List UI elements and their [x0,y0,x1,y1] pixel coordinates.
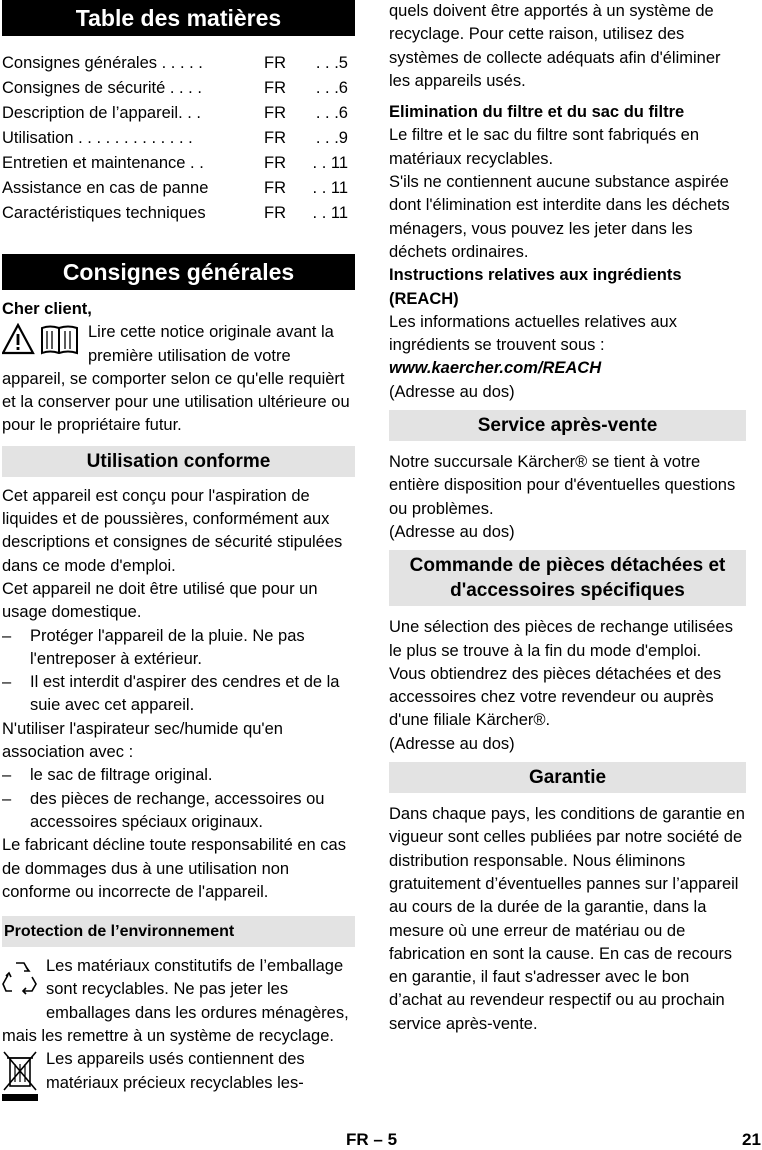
toc-row[interactable]: Consignes de sécurité . . . . FR . . .6 [2,79,348,97]
list-item: – des pièces de rechange, accessoires ou accessoires spéciaux originaux. [2,788,355,835]
parts-address: (Adresse au dos) [389,734,515,753]
environment-block-2 [2,1048,355,1095]
filter-p1: Le filtre et le sac du filtre sont fabriqués en matériaux recyclables. [389,126,700,168]
toc-row[interactable]: Description de l’appareil. . . FR . . .6 [2,104,348,122]
table-of-contents [2,51,355,226]
toc-row[interactable]: Entretien et maintenance . . FR . . 11 [2,154,348,172]
list-item: – Il est interdit d'aspirer des cendres et de la suie avec cet appareil. [2,671,355,718]
service-p1: Notre succursale Kärcher® se tient à votre entière disposition pour d'éventuelles questions ou problèmes. [389,453,736,518]
filter-title: Elimination du filtre et du sac du filtre [389,103,685,122]
usage-p4: Le fabricant décline toute responsabilité en cas de dommages dus à une utilisation non conforme ou incorrecte de l'appareil. [2,836,346,901]
footer-dash: – [373,1130,383,1149]
environment-p2-cont: quels doivent être apportés à un système de recyclage. Pour cette raison, utilisez des systèmes de collecte adéquats afin d'éliminer les appareils usés. [389,2,721,90]
reach-link[interactable]: www.kaercher.com/REACH [389,359,602,378]
warning-manual-icon [2,323,80,360]
footer-sheet-number: 21 [742,1130,761,1149]
right-column [389,0,746,1036]
environment-p1: Les matériaux constitutifs de l’emballage sont recyclables. Ne pas jeter les emballages dans les ordures ménagères, mais les remettre à un système de recyclage. [2,957,349,1046]
reach-text: Les informations actuelles relatives aux ingrédients se trouvent sous : [389,312,677,355]
crossed-bin-icon [2,1050,38,1107]
parts-p2: Vous obtiendrez des pièces détachées et des accessoires chez votre revendeur ou auprès d'une filiale Kärcher®. [389,664,722,730]
toc-title: Table des matières [2,0,355,36]
list-item: – le sac de filtrage original. [2,764,355,787]
toc-row[interactable]: Consignes générales . . . . . FR . . .5 [2,54,348,72]
footer-lang-label: FR [346,1130,369,1149]
recycling-icon [2,957,38,1002]
toc-row[interactable]: Assistance en cas de panne FR . . 11 [2,179,348,197]
usage-p1: Cet appareil est conçu pour l'aspiration de liquides et de poussières, conformément aux descriptions et consignes de sécurité stipulées dans ce mode d'emploi. [2,486,343,575]
environment-p2: Les appareils usés contiennent des matériaux précieux recyclables les- [46,1050,305,1092]
parts-p1: Une sélection des pièces de rechange utilisées le plus se trouve à la fin du mode d'emploi. [389,618,733,660]
left-column [2,0,355,1107]
intro-text: Lire cette notice originale avant la première utilisation de votre appareil, se comporter selon ce qu'elle requièrt et la conserver pour une utilisation ultérieure ou pour le propriétaire futur. [2,323,350,435]
service-address: (Adresse au dos) [389,522,515,541]
greeting: Cher client, [2,300,92,318]
toc-row[interactable]: Utilisation . . . . . . . . . . . . . FR . . .9 [2,129,348,147]
intro-block [2,321,355,437]
warranty-p1: Dans chaque pays, les conditions de garantie en vigueur sont celles publiées par notre société de distribution responsable. Nous éliminons gratuitement d’éventuelles pannes sur l’appareil au cours de la durée de la garantie, dans la mesure où une erreur de matériau ou de fabrication en sont la cause. En cas de recours en garantie, il faut s'adresser avec le bon d’achat au revendeur respectif ou au prochain service après-vente. [389,805,745,1033]
reach-address: (Adresse au dos) [389,382,515,401]
section-title-service: Service après-vente [389,410,746,441]
footer-page: 5 [387,1130,398,1149]
section-title-environment: Protection de l’environnement [2,916,355,947]
environment-block-1 [2,955,355,1048]
usage-p2: Cet appareil ne doit être utilisé que pour un usage domestique. [2,579,318,622]
toc-row[interactable]: Caractéristiques techniques FR . . 11 [2,204,348,222]
section-title-general: Consignes générales [2,254,355,290]
usage-p3: N'utiliser l'aspirateur sec/humide qu'en association avec : [2,719,283,762]
reach-title: Instructions relatives aux ingrédients (REACH) [389,266,682,308]
section-title-usage: Utilisation conforme [2,446,355,477]
footer-lang [346,1130,397,1150]
section-title-warranty: Garantie [389,762,746,793]
list-item: – Protéger l'appareil de la pluie. Ne pas l'entreposer à extérieur. [2,625,355,672]
section-title-parts: Commande de pièces détachées et d'accessoires spécifiques [389,550,746,606]
filter-p2: S'ils ne contiennent aucune substance aspirée dont l'élimination est interdite dans les déchets ménagers, vous pouvez les jeter dans les déchets ordinaires. [389,173,730,261]
